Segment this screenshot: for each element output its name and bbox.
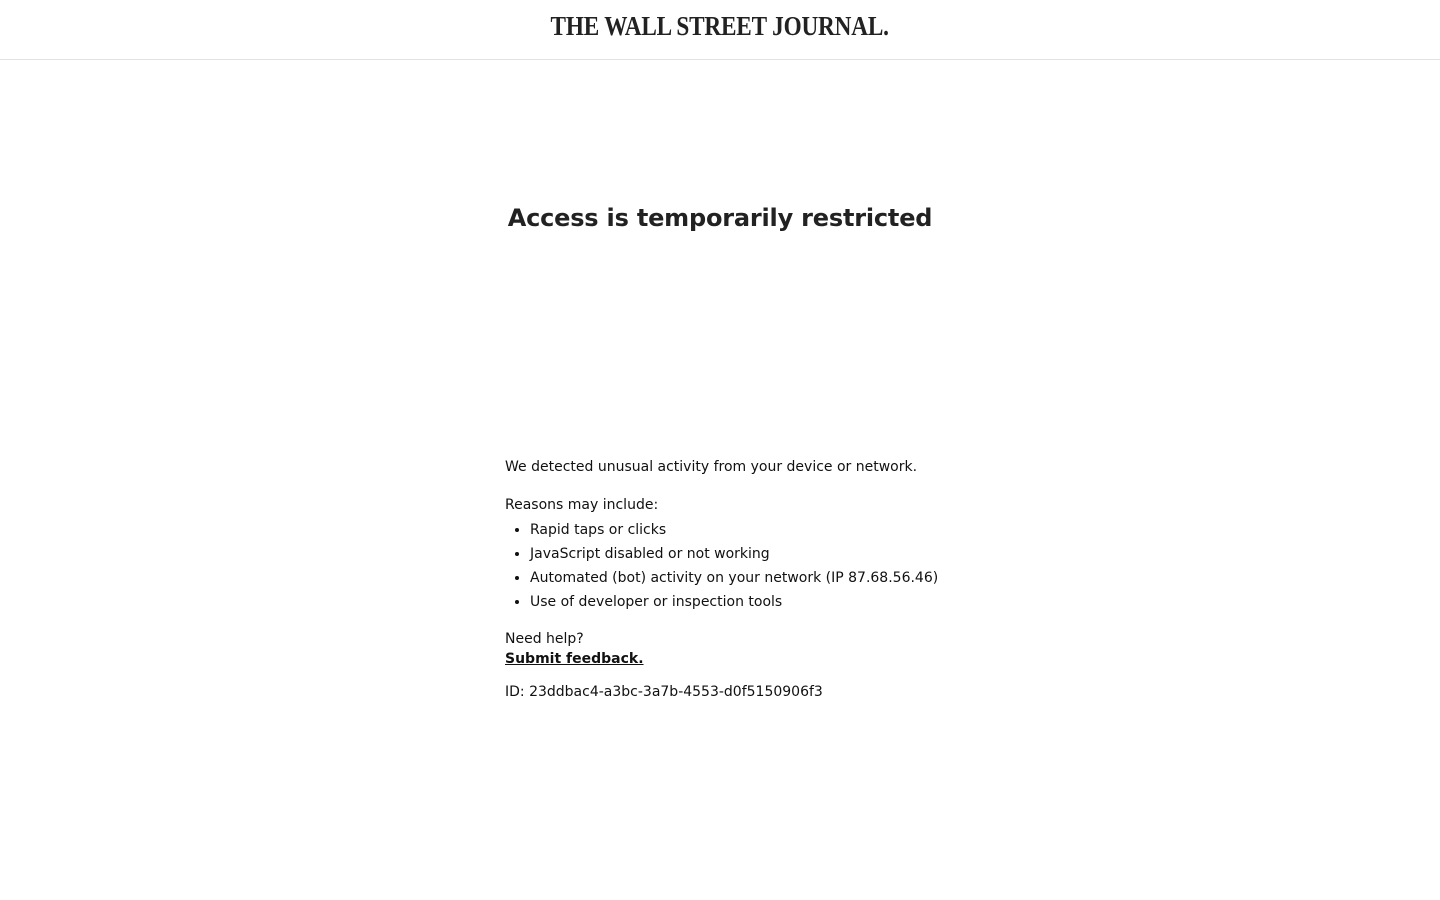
reason-item: • Automated (bot) activity on your network (IP 87.68.56.46) — [530, 566, 965, 590]
reasons-intro: Reasons may include: — [505, 497, 659, 513]
wsj-logo[interactable]: THE WALL STREET JOURNAL. — [550, 11, 890, 41]
reason-item: • JavaScript disabled or not working — [530, 542, 965, 566]
site-header — [0, 0, 1440, 60]
main-content — [505, 456, 965, 701]
reason-item: • Rapid taps or clicks — [530, 518, 965, 542]
detected-message: We detected unusual activity from your device or network. — [505, 459, 918, 475]
page-title: Access is temporarily restricted — [507, 204, 933, 232]
need-help-text: Need help? — [505, 631, 584, 647]
reason-item: • Use of developer or inspection tools — [530, 590, 965, 614]
submit-feedback-link[interactable]: Submit feedback. — [505, 651, 644, 667]
help-block — [505, 631, 965, 670]
reasons-list — [505, 518, 965, 614]
request-id: ID: 23ddbac4-a3bc-3a7b-4553-d0f5150906f3 — [505, 684, 823, 700]
